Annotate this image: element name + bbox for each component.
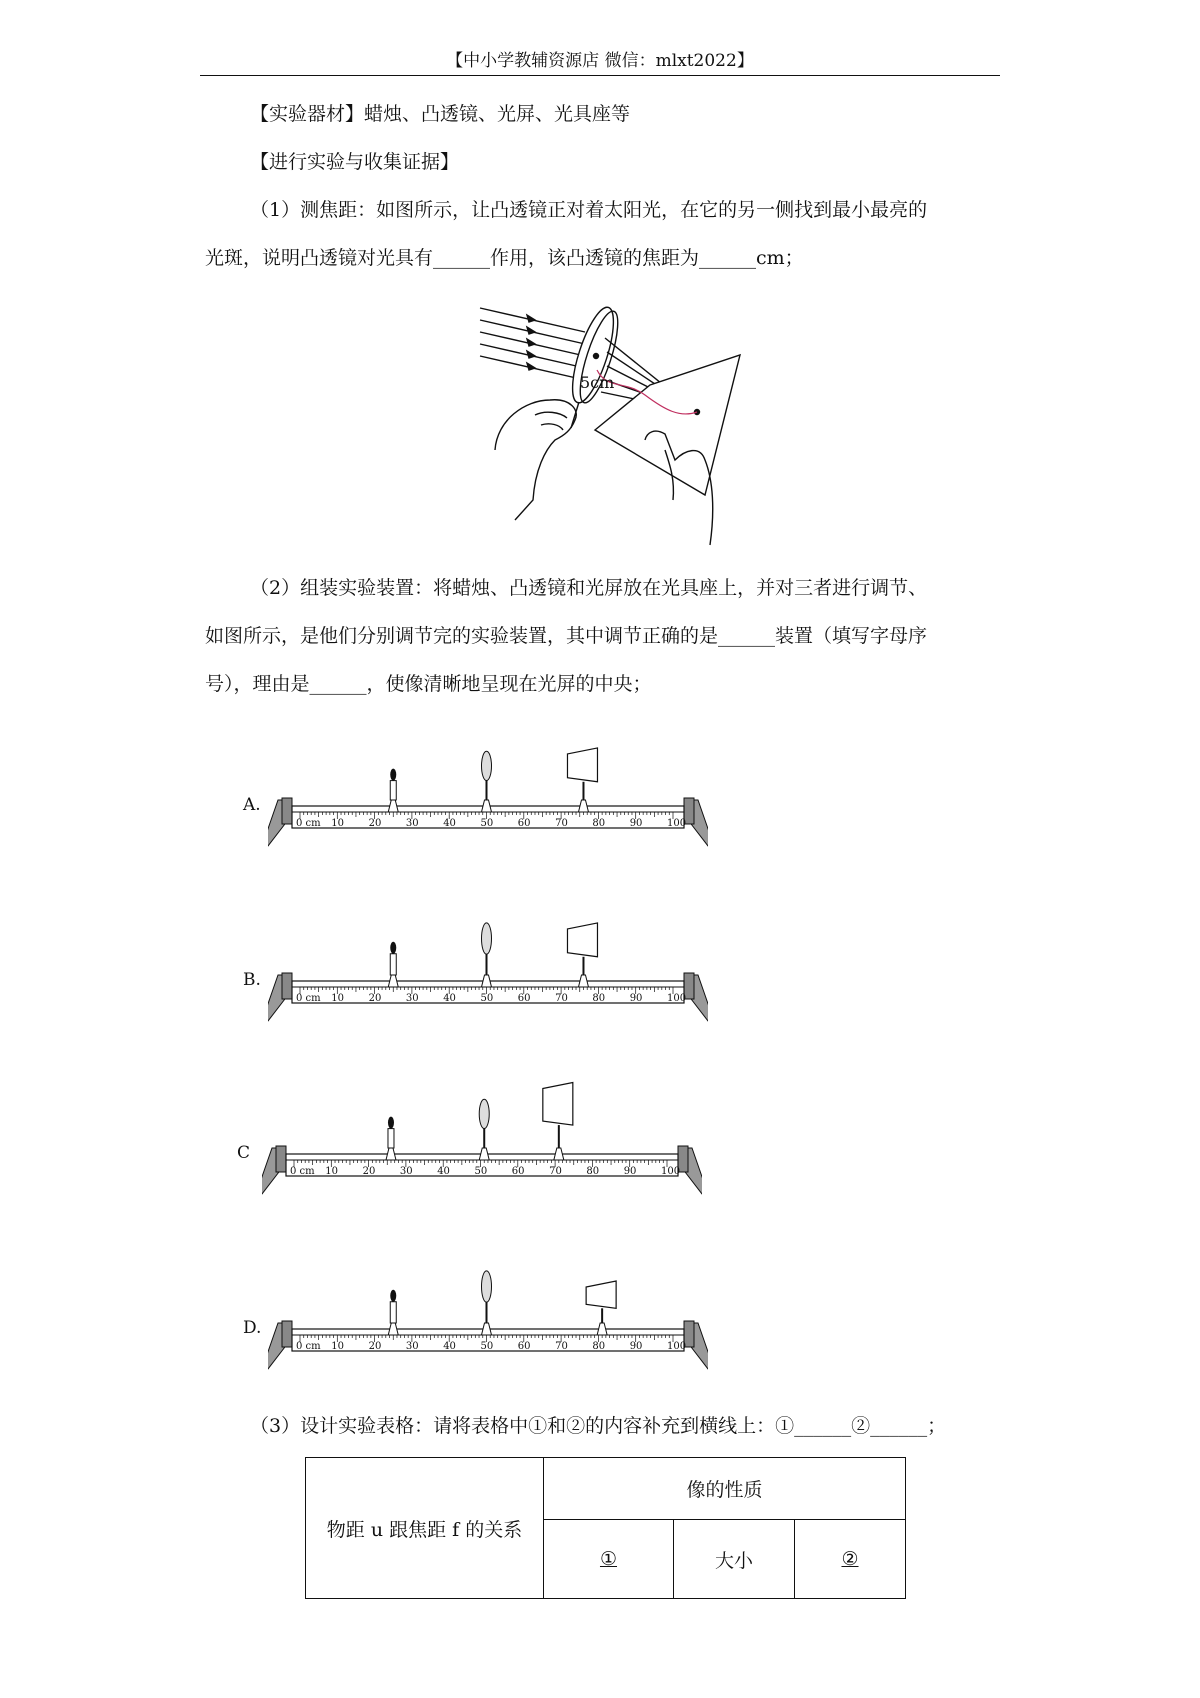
- q3-text-line1: （3）设计实验表格：请将表格中①和②的内容补充到横线上：①______②______；: [250, 1415, 947, 1437]
- bench-scale-label: 40: [443, 818, 456, 829]
- option-label: D.: [243, 1318, 262, 1338]
- candle-flame: [390, 769, 396, 781]
- bench-scale-label: 30: [405, 1341, 419, 1352]
- bench-left-post: [282, 1321, 292, 1347]
- q2-text-line3: 号），理由是______，使像清晰地呈现在光屏的中央；: [205, 673, 652, 695]
- candle-flame: [390, 1290, 396, 1302]
- screen-holder: [578, 800, 588, 812]
- focal-distance-label: 5cm: [580, 373, 615, 392]
- bench-scale-label: 10: [331, 993, 345, 1004]
- bench-scale-label: 70: [549, 1166, 562, 1177]
- bench-scale-label: 40: [437, 1166, 450, 1177]
- bench-scale-label: 60: [511, 1166, 525, 1177]
- table-cell-blank-1: ①: [544, 1520, 674, 1599]
- bench-scale-label: 80: [592, 818, 606, 829]
- bench-scale-label: 100: [667, 1341, 687, 1352]
- data-table: [305, 1457, 906, 1599]
- table-header-image-properties: 像的性质: [544, 1458, 906, 1520]
- materials-line: 【实验器材】蜡烛、凸透镜、光屏、光具座等: [250, 103, 631, 125]
- bench-scale-label: 60: [517, 1341, 531, 1352]
- bench-scale-label: 50: [480, 1341, 494, 1352]
- header-divider: [200, 75, 1000, 76]
- bench-scale-label: 40: [443, 993, 456, 1004]
- screen-holder: [578, 975, 588, 987]
- table-header-relationship: 物距 u 跟焦距 f 的关系: [306, 1458, 544, 1599]
- candle-body: [390, 954, 396, 975]
- candle-flame: [388, 1117, 394, 1129]
- bench-scale-label: 80: [592, 993, 606, 1004]
- bench-left-post: [276, 1146, 286, 1172]
- lens: [482, 751, 492, 780]
- procedure-heading: 【进行实验与收集证据】: [250, 151, 460, 173]
- bench-scale-label: 10: [331, 818, 345, 829]
- candle-holder: [388, 975, 398, 987]
- optical-bench: [268, 1243, 708, 1373]
- lens: [482, 923, 492, 954]
- option-label: B.: [243, 970, 261, 990]
- lens-holder: [479, 1148, 489, 1160]
- bench-scale-label: 30: [405, 818, 419, 829]
- bench-scale-label: 80: [592, 1341, 606, 1352]
- bench-scale-label: 0 cm: [296, 818, 321, 829]
- bench-scale-label: 20: [368, 818, 382, 829]
- table-cell-blank-2: ②: [795, 1520, 906, 1599]
- q1-text-line1: （1）测焦距：如图所示，让凸透镜正对着太阳光，在它的另一侧找到最小最亮的: [250, 199, 928, 221]
- candle-flame: [390, 942, 396, 954]
- bench-scale-label: 70: [555, 1341, 568, 1352]
- bench-scale-label: 90: [629, 1341, 643, 1352]
- optical-bench: [262, 1068, 702, 1198]
- option-label: C: [237, 1143, 251, 1163]
- bench-scale-label: 30: [405, 993, 419, 1004]
- light-screen: [543, 1082, 573, 1125]
- candle-body: [390, 1302, 396, 1323]
- table-cell-size: 大小: [674, 1520, 795, 1599]
- page-header: 【中小学教辅资源店 微信：mlxt2022】: [446, 51, 754, 71]
- focal-length-figure: [475, 300, 775, 550]
- bench-scale-label: 30: [399, 1166, 413, 1177]
- bench-scale-label: 60: [517, 818, 531, 829]
- bench-scale-label: 70: [555, 993, 568, 1004]
- option-label: A.: [243, 795, 261, 815]
- candle-holder: [388, 800, 398, 812]
- screen-holder: [597, 1323, 607, 1335]
- bench-scale-label: 10: [325, 1166, 339, 1177]
- bench-scale-label: 90: [623, 1166, 637, 1177]
- bench-scale-label: 100: [661, 1166, 681, 1177]
- lens-holder: [482, 800, 492, 812]
- lens: [482, 1271, 492, 1302]
- bench-left-post: [282, 798, 292, 824]
- bench-scale-label: 20: [362, 1166, 376, 1177]
- bench-left-post: [282, 973, 292, 999]
- bench-scale-label: 0 cm: [296, 1341, 321, 1352]
- screen-holder: [554, 1148, 564, 1160]
- bench-scale-label: 100: [667, 818, 687, 829]
- lens-holder: [482, 975, 492, 987]
- light-screen: [567, 923, 597, 957]
- bench-scale-label: 90: [629, 818, 643, 829]
- light-screen: [586, 1281, 616, 1308]
- light-screen: [567, 748, 597, 782]
- q2-text-line1: （2）组装实验装置：将蜡烛、凸透镜和光屏放在光具座上，并对三者进行调节、: [250, 577, 928, 599]
- bench-scale-label: 20: [368, 993, 382, 1004]
- bench-scale-label: 40: [443, 1341, 456, 1352]
- lens-holder: [482, 1323, 492, 1335]
- optical-bench: [268, 895, 708, 1025]
- bench-scale-label: 60: [517, 993, 531, 1004]
- bench-scale-label: 70: [555, 818, 568, 829]
- q1-text-line2: 光斑，说明凸透镜对光具有______作用，该凸透镜的焦距为______cm；: [205, 247, 804, 269]
- bench-scale-label: 20: [368, 1341, 382, 1352]
- candle-body: [388, 1129, 394, 1148]
- bench-scale-label: 0 cm: [290, 1166, 315, 1177]
- candle-body: [390, 781, 396, 800]
- optical-bench: [268, 720, 708, 850]
- candle-holder: [386, 1148, 396, 1160]
- bench-scale-label: 50: [480, 993, 494, 1004]
- bench-scale-label: 0 cm: [296, 993, 321, 1004]
- lens: [479, 1099, 489, 1128]
- q2-text-line2: 如图所示，是他们分别调节完的实验装置，其中调节正确的是______装置（填写字母序: [205, 625, 928, 647]
- bench-scale-label: 10: [331, 1341, 345, 1352]
- bench-scale-label: 90: [629, 993, 643, 1004]
- candle-holder: [388, 1323, 398, 1335]
- bench-scale-label: 50: [474, 1166, 488, 1177]
- bench-scale-label: 100: [667, 993, 687, 1004]
- bench-scale-label: 80: [586, 1166, 600, 1177]
- bench-scale-label: 50: [480, 818, 494, 829]
